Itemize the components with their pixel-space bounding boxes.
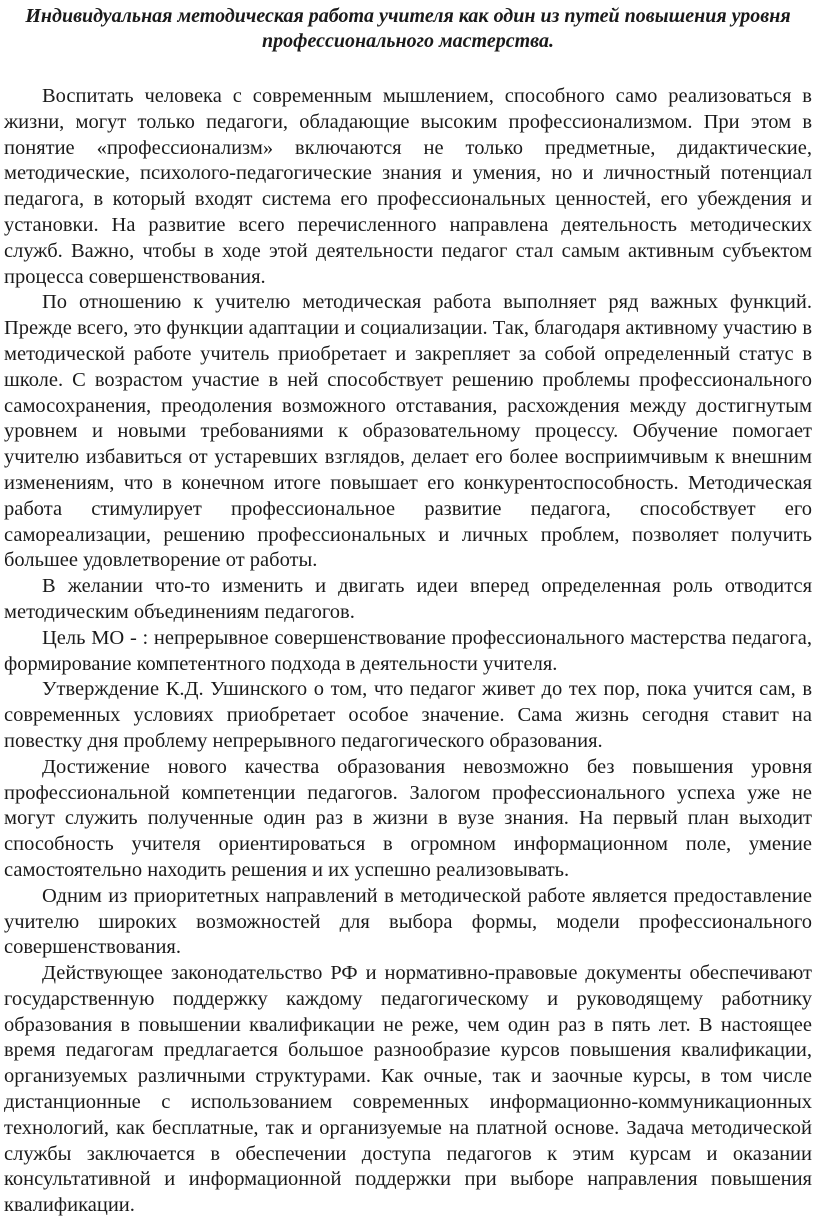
document-title: Индивидуальная методическая работа учителя как один из путей повышения уровня профессионального мастерства. [25, 5, 791, 52]
paragraph-1: Воспитать человека с современным мышлением, способного само реализоваться в жизни, могут только педагоги, обладающие высоким профессионализмом. При этом в понятие «профессионализм» включаются не только предметные, дидактические, методические, психолого-педагогические знания и умения, но и личностный потенциал педагога, в который входят система его профессиональных ценностей, его убеждения и установки. На развитие всего перечисленного направлена деятельность методических служб. Важно, чтобы в ходе этой деятельности педагог стал самым активным субъектом процесса совершенствования. [4, 85, 812, 288]
paragraph-6: Достижение нового качества образования невозможно без повышения уровня профессиональной компетенции педагогов. Залогом профессионального успеха уже не могут служить полученные один раз в жизни в вузе знания. На первый план выходит способность учителя ориентироваться в огромном информационном поле, умение самостоятельно находить решения и их успешно реализовывать. [4, 755, 812, 881]
paragraph-8: Действующее законодательство РФ и нормативно-правовые документы обеспечивают государственную поддержку каждому педагогическому и руководящему работнику образования в повышении квалификации не реже, чем один раз в пять лет. В настоящее время педагогам предлагается большое разнообразие курсов повышения квалификации, организуемых различными структурами. Как очные, так и заочные курсы, в том числе дистанционные с использованием современных информационно-коммуникационных технологий, как бесплатные, так и организуемые на платной основе. Задача методической службы заключается в обеспечении доступа педагогов к этим курсам и оказании консультативной и информационной поддержки при выборе направления повышения квалификации. [4, 962, 812, 1217]
paragraph-3: В желании что-то изменить и двигать идеи вперед определенная роль отводится методическим объединениям педагогов. [4, 575, 812, 623]
paragraph-4: Цель МО - : непрерывное совершенствование профессионального мастерства педагога, формирование компетентного подхода в деятельности учителя. [4, 626, 812, 675]
paragraph-5: Утверждение К.Д. Ушинского о том, что педагог живет до тех пор, пока учится сам, в современных условиях приобретает особое значение. Сама жизнь сегодня ставит на повестку дня проблему непрерывного педагогического образования. [4, 678, 812, 752]
paragraph-7: Одним из приоритетных направлений в методической работе является предоставление учителю широких возможностей для выбора формы, модели профессионального совершенствования. [4, 884, 812, 959]
paragraph-2: По отношению к учителю методическая работа выполняет ряд важных функций. Прежде всего, это функции адаптации и социализации. Так, благодаря активному участию в методической работе учитель приобретает и закрепляет за собой определенный статус в школе. С возрастом участие в ней способствует решению проблемы профессионального самосохранения, преодоления возможного отставания, расхождения между достигнутым уровнем и новыми требованиями к образовательному процессу. Обучение помогает учителю избавиться от устаревших взглядов, делает его более восприимчивым к внешним изменениям, что в конечном итоге повышает его конкурентоспособность. Методическая работа стимулирует профессиональное развитие педагога, способствует его самореализации, решению профессиональных и личных проблем, позволяет получить большее удовлетворение от работы. [4, 291, 812, 572]
